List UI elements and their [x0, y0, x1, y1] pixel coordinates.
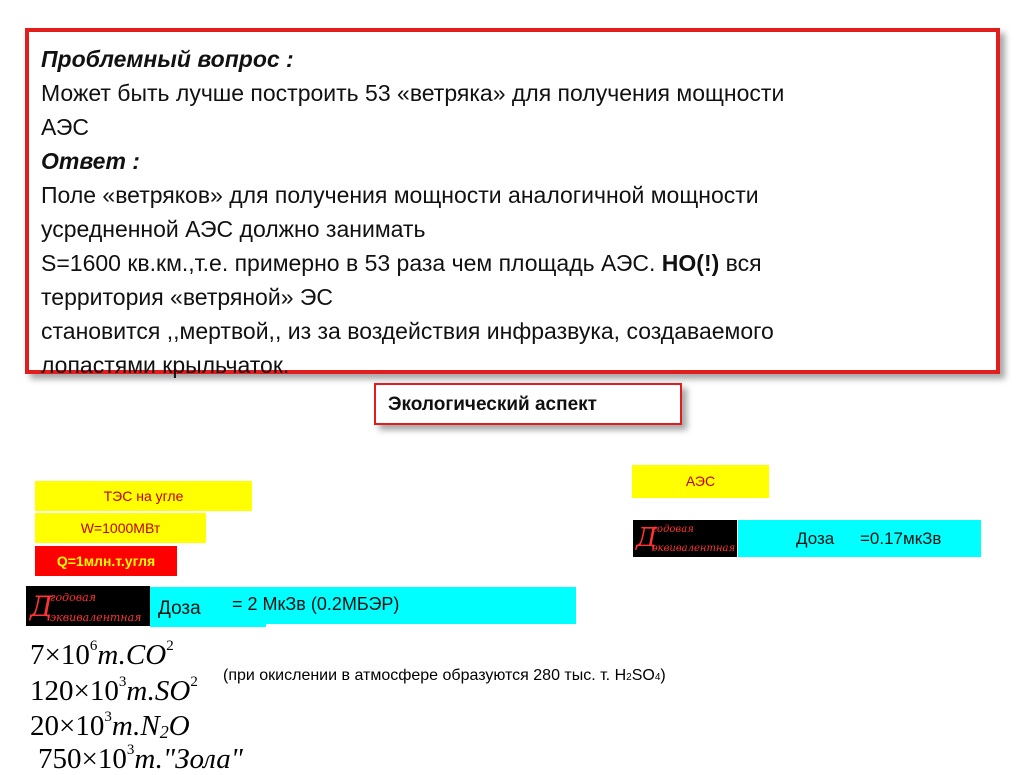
emission-unit: т. — [111, 710, 141, 742]
emission-ash: $750\times 10^3т."Зола$" — [38, 742, 243, 775]
answer-line-3c: вся — [719, 250, 762, 276]
emission-substance: CO — [125, 639, 167, 671]
emission-tail: O — [168, 710, 190, 742]
answer-heading: Ответ : — [41, 148, 140, 174]
tes-dose-underline — [150, 624, 266, 627]
tes-dose-sub-2: эквивалентная — [50, 611, 142, 624]
emission-index: 2 — [190, 674, 198, 690]
tes-dose-label: Доза — [158, 598, 201, 619]
emission-index: 2 — [159, 722, 169, 742]
tes-title: ТЭС на угле — [35, 481, 252, 511]
emission-power: 6 — [89, 638, 98, 654]
emission-index: 2 — [166, 638, 174, 654]
question-heading: Проблемный вопрос : — [41, 46, 294, 72]
emission-so2: $120\times 10^3т.SO^2$ — [30, 674, 198, 707]
answer-line-3 — [41, 246, 988, 280]
note-sub-1: 2 — [626, 672, 632, 683]
aes-dose-sub-2: эквивалентная — [652, 543, 736, 554]
aes-dose-label: Доза — [796, 529, 835, 548]
emission-substance: SO — [154, 675, 191, 707]
tes-dose-d: Д — [30, 590, 53, 623]
tes-dose-value: = 2 МкЗв (0.2МБЭР) — [232, 594, 400, 614]
answer-line-2: усредненной АЭС должно занимать — [41, 216, 426, 242]
tes-dose-sub-1: годовая — [50, 591, 97, 604]
emission-power: 3 — [118, 674, 127, 690]
aes-dose-value: =0.17мкЗв — [860, 529, 942, 548]
aes-dose-d: Д — [636, 523, 658, 553]
note-text: (при окислении в атмосфере образуются 280 тыс. т. H — [223, 667, 627, 684]
emission-substance: "Зола" — [162, 743, 243, 775]
emission-n2o: $20\times 10^3т.N2O$ — [30, 709, 190, 742]
aes-dose-sub-1: годовая — [652, 524, 694, 535]
tes-dose-symbol — [26, 586, 150, 626]
emission-coef: 20 — [30, 710, 59, 742]
emission-coef: 750 — [38, 743, 82, 775]
tes-dose-panel — [150, 587, 576, 624]
emission-power: 3 — [104, 709, 112, 725]
answer-line-1: Поле «ветряков» для получения мощности аналогичной мощности — [41, 182, 759, 208]
emission-unit: т. — [126, 675, 155, 707]
emission-coef: 120 — [30, 675, 74, 707]
question-line-2: АЭС — [41, 114, 89, 140]
emission-power: 3 — [126, 742, 135, 758]
answer-line-4: территория «ветряной» ЭС — [41, 284, 334, 310]
note-sub-2: 4 — [654, 672, 661, 683]
aes-title: АЭС — [632, 465, 769, 498]
tes-power: W=1000МВт — [35, 513, 206, 543]
aes-dose-panel — [738, 520, 981, 557]
emission-unit: т. — [134, 743, 163, 775]
answer-line-6: лопастями крыльчаток. — [41, 352, 290, 378]
note-close: ) — [660, 667, 666, 684]
aes-dose-symbol — [633, 520, 737, 557]
emission-unit: т. — [97, 639, 126, 671]
note-mid: SO — [631, 667, 655, 684]
emission-co2: $7\times 10^6т.CO^2$ — [30, 638, 174, 671]
h2so4-note — [223, 667, 666, 685]
problem-text — [41, 42, 988, 382]
answer-line-3a: S=1600 кв.км.,т.е. примерно в 53 раза чем площадь АЭС. — [41, 250, 662, 276]
answer-emphasis: НО(!) — [661, 250, 720, 276]
question-line-1: Может быть лучше построить 53 «ветряка» для получения мощности — [41, 80, 785, 106]
eco-aspect-label: Экологический аспект — [374, 383, 682, 425]
problem-box — [25, 28, 1000, 378]
emission-coef: 7 — [30, 639, 45, 671]
emission-substance: N — [140, 710, 160, 742]
answer-line-5: становится ,,мертвой,, из за воздействия инфразвука, создаваемого — [41, 318, 774, 344]
tes-coal: Q=1млн.т.угля — [35, 546, 177, 576]
